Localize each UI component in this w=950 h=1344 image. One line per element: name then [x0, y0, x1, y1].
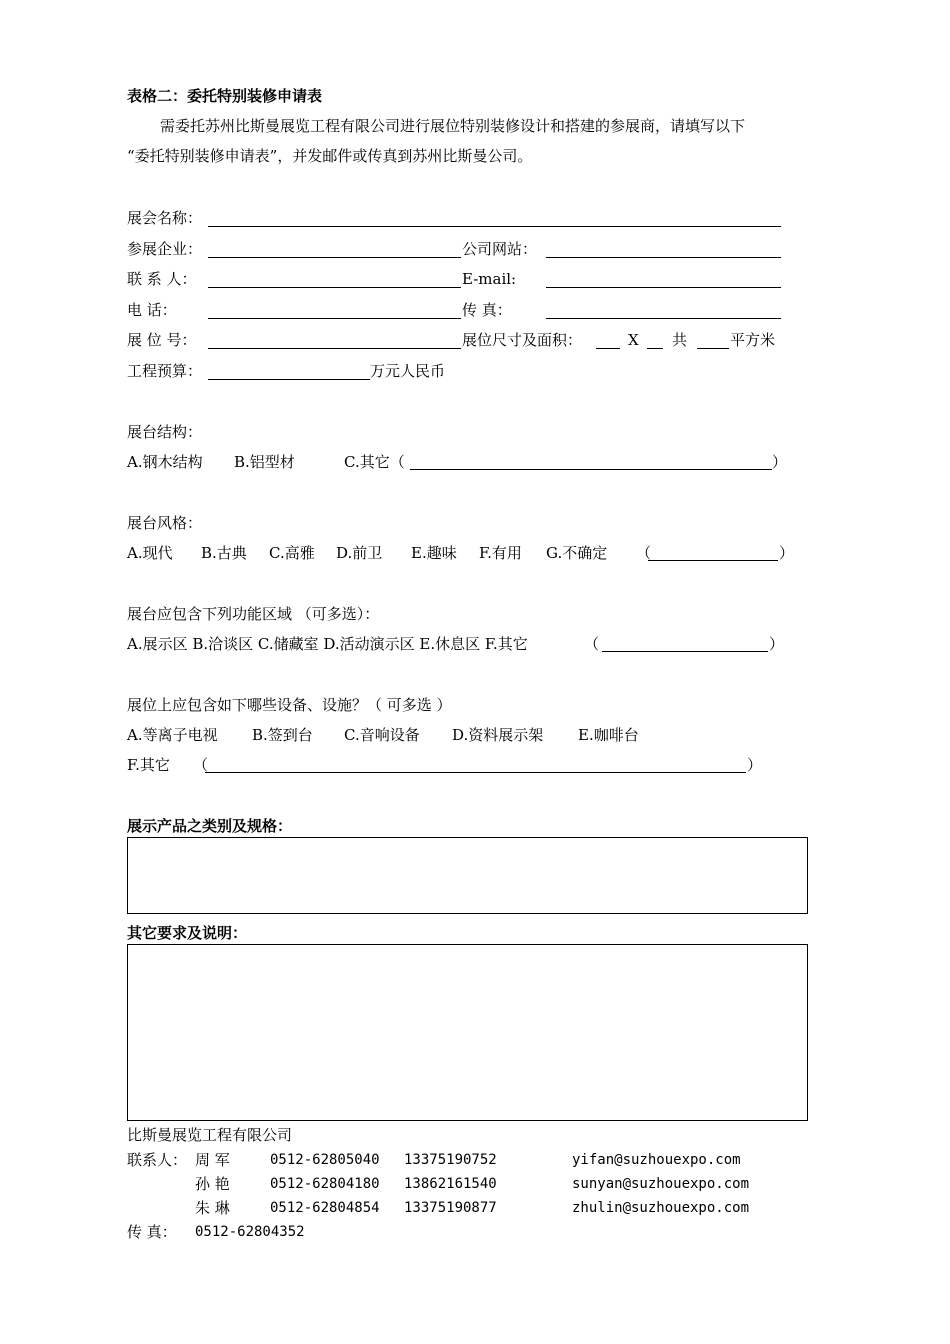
style-option-c[interactable]: C.高雅 [269, 544, 315, 562]
contact-mobile: 13375190752 [404, 1152, 497, 1168]
budget-unit: 万元人民币 [370, 362, 446, 380]
areas-close-paren: ） [769, 635, 785, 653]
structure-option-a[interactable]: A.钢木结构 [127, 453, 203, 471]
style-option-a[interactable]: A.现代 [127, 544, 173, 562]
footer-company: 比斯曼展览工程有限公司 [127, 1126, 293, 1144]
phone-field[interactable] [208, 318, 461, 319]
exhibition-name-label: 展会名称： [127, 209, 203, 227]
booth-size-unit: 平方米 [730, 331, 776, 349]
contact-email[interactable]: sunyan@suzhouexpo.com [572, 1176, 750, 1192]
contact-email[interactable]: yifan@suzhouexpo.com [572, 1152, 741, 1168]
other-requirements-textarea[interactable] [127, 944, 808, 1121]
company-label: 参展企业： [127, 240, 203, 258]
email-label: E-mail: [462, 270, 517, 288]
page-title: 表格二：委托特别装修申请表 [127, 87, 323, 105]
contact-email[interactable]: zhulin@suzhouexpo.com [572, 1200, 750, 1216]
style-close-paren: ） [779, 544, 795, 562]
structure-label: 展台结构： [127, 423, 203, 441]
equipment-option-d[interactable]: D.资料展示架 [452, 726, 544, 744]
equipment-option-c[interactable]: C.音响设备 [344, 726, 420, 744]
equipment-option-b[interactable]: B.签到台 [252, 726, 313, 744]
intro-line-2: “委托特别装修申请表”，并发邮件或传真到苏州比斯曼公司。 [127, 147, 533, 165]
contact-name: 朱 琳 [195, 1199, 230, 1217]
areas-open-paren: （ [584, 635, 600, 653]
booth-size-x: X [628, 331, 639, 349]
booth-area-field[interactable] [697, 348, 729, 349]
contact-mobile: 13375190877 [404, 1200, 497, 1216]
contact-phone: 0512-62804854 [270, 1200, 380, 1216]
footer-contacts-label: 联系人： [127, 1151, 188, 1169]
style-option-g[interactable]: G.不确定 [546, 544, 608, 562]
structure-close-paren: ） [772, 453, 788, 471]
budget-field[interactable] [208, 379, 370, 380]
email-field[interactable] [546, 287, 781, 288]
booth-length-field[interactable] [596, 348, 620, 349]
other-requirements-label: 其它要求及说明： [127, 924, 248, 942]
contact-phone: 0512-62805040 [270, 1152, 380, 1168]
footer-fax-number: 0512-62804352 [195, 1224, 305, 1240]
structure-option-b[interactable]: B.铝型材 [234, 453, 295, 471]
equipment-open-paren: （ [193, 756, 209, 774]
booth-size-total: 共 [672, 331, 688, 349]
fax-label: 传 真： [462, 301, 512, 319]
equipment-other-field[interactable] [205, 772, 746, 773]
website-field[interactable] [546, 257, 781, 258]
areas-other-field[interactable] [602, 651, 768, 652]
style-option-f[interactable]: F.有用 [479, 544, 522, 562]
contact-name: 孙 艳 [195, 1175, 230, 1193]
fax-field[interactable] [546, 318, 781, 319]
intro-line-1: 需委托苏州比斯曼展览工程有限公司进行展位特别装修设计和搭建的参展商，请填写以下 [160, 117, 746, 135]
equipment-option-f[interactable]: F.其它 [127, 756, 170, 774]
style-note-field[interactable] [648, 560, 778, 561]
equipment-close-paren: ） [747, 756, 763, 774]
contact-field[interactable] [208, 287, 461, 288]
exhibition-name-field[interactable] [208, 226, 781, 227]
booth-no-label: 展 位 号： [127, 331, 197, 349]
style-label: 展台风格： [127, 514, 203, 532]
structure-option-c[interactable]: C.其它（ [344, 453, 405, 471]
areas-label: 展台应包含下列功能区域 （可多选）： [127, 605, 380, 623]
contact-phone: 0512-62804180 [270, 1176, 380, 1192]
style-open-paren: （ [636, 544, 652, 562]
website-label: 公司网站： [462, 240, 538, 258]
company-field[interactable] [208, 257, 461, 258]
equipment-label: 展位上应包含如下哪些设备、设施？（ 可多选 ） [127, 696, 452, 714]
equipment-option-a[interactable]: A.等离子电视 [127, 726, 218, 744]
equipment-option-e[interactable]: E.咖啡台 [578, 726, 639, 744]
booth-width-field[interactable] [647, 348, 663, 349]
style-option-b[interactable]: B.古典 [201, 544, 247, 562]
phone-label: 电 话： [127, 301, 177, 319]
contact-mobile: 13862161540 [404, 1176, 497, 1192]
booth-size-label: 展位尺寸及面积： [462, 331, 583, 349]
style-option-d[interactable]: D.前卫 [336, 544, 383, 562]
contact-label: 联 系 人： [127, 270, 197, 288]
products-label: 展示产品之类别及规格： [127, 817, 293, 835]
style-option-e[interactable]: E.趣味 [411, 544, 457, 562]
products-textarea[interactable] [127, 837, 808, 914]
structure-other-field[interactable] [410, 469, 772, 470]
contact-name: 周 军 [195, 1151, 230, 1169]
booth-no-field[interactable] [208, 348, 461, 349]
areas-options[interactable]: A.展示区 B.洽谈区 C.储藏室 D.活动演示区 E.休息区 F.其它 [127, 635, 528, 653]
budget-label: 工程预算： [127, 362, 203, 380]
footer-fax-label: 传 真： [127, 1223, 177, 1241]
